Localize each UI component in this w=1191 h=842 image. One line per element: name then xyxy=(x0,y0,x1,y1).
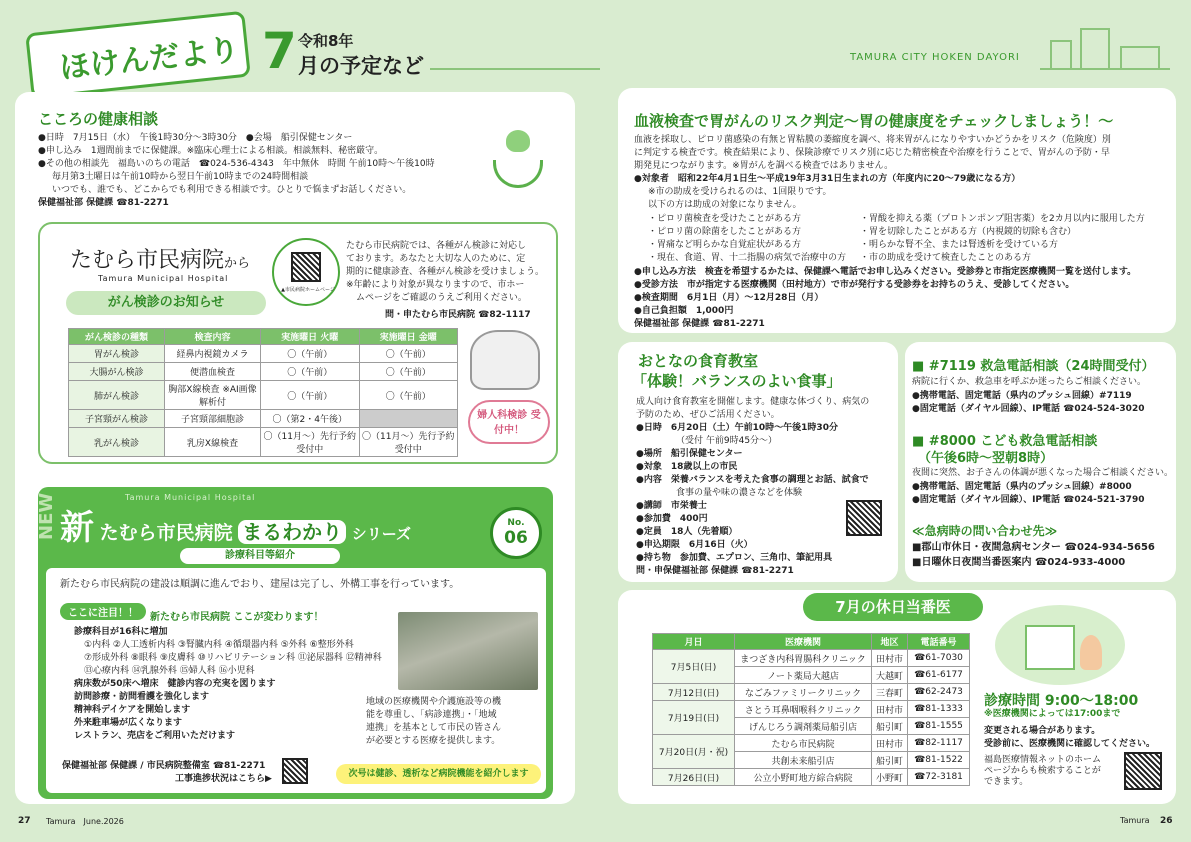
heart-hands-icon xyxy=(488,125,548,195)
caption-line: が必要とする医療を提供します。 xyxy=(366,736,501,746)
kokoro-line: ●申し込み 1週間前までに保健課。※臨床心理士による相談。相談無料、秘密厳守。 xyxy=(38,146,384,156)
left-item: ・ピロリ菌の除菌をしたことがある方 xyxy=(648,227,802,237)
cell: 〇（11月～）先行予約受付中 xyxy=(359,428,458,457)
cell: 子宮頸部細胞診 xyxy=(165,410,261,428)
col-header: 実施曜日 火曜 xyxy=(261,329,360,345)
marumaru-title xyxy=(60,500,411,549)
shoku-line: 成人向け食育教室を開催します。健康な体づくり、病気の xyxy=(636,397,870,407)
blood-line: 期発見につながります。※胃がんを調べる検査ではありません。 xyxy=(634,161,894,171)
fuku-line: できます。 xyxy=(984,777,1029,787)
cell: 〇（午前） xyxy=(261,363,360,381)
shoku-line: ●対象 18歳以上の市民 xyxy=(636,462,738,472)
brand-text: TAMURA CITY HOKEN DAYORI xyxy=(850,52,1020,63)
shoku-line: ●定員 18人（先着順） xyxy=(636,527,738,537)
desc-line: 期的に健康診査、各種がん検診を受けましょう。 xyxy=(346,267,545,277)
cell: ☎72-3181 xyxy=(908,769,970,786)
cell: 〇（午前） xyxy=(261,345,360,363)
cell: 肺がん検診 xyxy=(69,381,165,410)
page-number-right: 26 xyxy=(1160,816,1173,826)
blood-line: 以下の方は助成の対象になりません。 xyxy=(648,200,802,210)
shoku-line: 予防のため、ぜひご活用ください。 xyxy=(636,410,780,420)
date-cell: 7月26日(日) xyxy=(653,769,735,786)
caption-line: 連携」を基本として市民の皆さん xyxy=(366,723,502,733)
desc-line: ※年齢により対象が異なりますので、市ホー xyxy=(346,280,525,290)
q8000-desc: 夜間に突然、お子さんの体調が悪くなった場合ご相談ください。 xyxy=(912,468,1174,478)
cell: 〇（午前） xyxy=(359,363,458,381)
focus-item: レストラン、売店をご利用いただけます xyxy=(74,731,236,741)
badge-title: ほけんだより xyxy=(58,32,241,87)
qr-caption: ▲市民病院ホームページ xyxy=(281,287,335,293)
kokoro-line: ●日時 7月15日（水） 午後1時30分～3時30分 ●会場 船引保健センター xyxy=(38,133,353,143)
header-badge xyxy=(25,11,251,100)
blood-body xyxy=(634,134,1164,212)
col-header: 医療機関 xyxy=(735,634,872,650)
caption-line: 地域の医療機関や介護施設等の機 xyxy=(366,697,502,707)
shoku-line: ●内容 栄養バランスを考えた食事の調理とお話、試食で xyxy=(636,475,869,485)
focus-title: 新たむら市民病院 ここが変わります！ xyxy=(150,612,324,623)
clinic-hours: 診療時間 9:00～18:00 xyxy=(984,693,1139,709)
magazine-left: Tamura June.2026 xyxy=(46,817,124,826)
shoku-line: ●日時 6月20日（土）午前10時～午後1時30分 xyxy=(636,423,838,433)
cell: 子宮頸がん検診 xyxy=(69,410,165,428)
cell: 〇（第2・4午後） xyxy=(261,410,360,428)
cell: 公立小野町地方綜合病院 xyxy=(735,769,872,786)
no-label: No. xyxy=(507,518,525,528)
cell: ☎61-7030 xyxy=(908,650,970,667)
focus-item: 外来駐車場が広くなります xyxy=(74,718,183,728)
cell: 〇（午前） xyxy=(261,381,360,410)
shoku-line: （受付 午前9時45分～） xyxy=(676,436,778,446)
cell: 大越町 xyxy=(872,667,908,684)
next-issue: 次号は健診、透析など病院機能を紹介します xyxy=(336,764,541,784)
q8000-title2: （午後6時～翌朝8時） xyxy=(918,451,1054,466)
date-cell: 7月19日(日) xyxy=(653,701,735,735)
blood-line: ●対象者 昭和22年4月1日生～平成19年3月31日生まれの方（年度内に20～79歳になる方） xyxy=(634,174,1021,184)
desc-line: ムページをご確認のうえご利用ください。 xyxy=(356,293,527,303)
q7119-l1: ●携帯電話、固定電話（県内のプッシュ回線）#7119 xyxy=(912,391,1132,401)
cell: 田村市 xyxy=(872,735,908,752)
issue-badge xyxy=(490,507,542,559)
hospital-logo xyxy=(70,243,250,283)
cell: ☎81-1333 xyxy=(908,701,970,718)
focus-item: ①内科 ②人工透析内科 ③腎臓内科 ④循環器内科 ⑤外科 ⑥整形外科 xyxy=(84,640,354,650)
cell: 〇（午前） xyxy=(359,345,458,363)
right-item: ・胃酸を抑える薬（プロトンポンプ阻害薬）を2カ月以内に服用した方 xyxy=(860,214,1145,224)
q8000-title1: ■ #8000 こども救急電話相談 xyxy=(912,434,1098,449)
kokoro-line: いつでも、誰でも、どこからでも利用できる相談です。ひとりで悩まずお話しください。 xyxy=(52,185,412,195)
focus-item: 診療科目が16科に増加 xyxy=(74,627,168,637)
col-header: 電話番号 xyxy=(908,634,970,650)
cell: 便潜血検査 xyxy=(165,363,261,381)
hospital-suffix: から xyxy=(224,256,251,271)
cell: 乳がん検診 xyxy=(69,428,165,457)
cell: げんじろう調剤薬局船引店 xyxy=(735,718,872,735)
mascot-illustration xyxy=(470,330,540,390)
holiday-table xyxy=(652,633,970,786)
cell: ノート薬局大越店 xyxy=(735,667,872,684)
cell: 経鼻内視鏡カメラ xyxy=(165,345,261,363)
blood-line: に判定する検査です。検査結果により、保険診療でリスク別に応じた精密検査や治療を行うことで、胃がんの予防・早 xyxy=(634,148,1110,158)
magazine-right: Tamura xyxy=(1120,816,1150,825)
cell: たむら市民病院 xyxy=(735,735,872,752)
progress-link[interactable]: 工事進捗状況はこちら▶ xyxy=(175,774,272,784)
gynecology-bubble: 婦人科検診 受付中！ xyxy=(468,400,550,444)
blood-body2 xyxy=(634,266,1164,331)
no-num: 06 xyxy=(504,528,528,548)
q7119-desc: 病院に行くか、救急車を呼ぶか迷ったらご相談ください。 xyxy=(912,377,1147,387)
shoku-line: ●講師 市栄養士 xyxy=(636,501,707,511)
shoku-body xyxy=(636,396,891,578)
cell: 胃がん検診 xyxy=(69,345,165,363)
focus-item: 精神科デイケアを開始します xyxy=(74,705,191,715)
cell: 小野町 xyxy=(872,769,908,786)
focus-item: 病床数が50床へ増床 健診内容の充実を図ります xyxy=(74,679,276,689)
change-line: 受診前に、医療機関に確認してください。 xyxy=(984,739,1156,749)
col-header: 検査内容 xyxy=(165,329,261,345)
left-item: ・ピロリ菌検査を受けたことがある方 xyxy=(648,214,802,224)
cell: さとう耳鼻咽喉科クリニック xyxy=(735,701,872,718)
section-label: 診療科目等紹介 xyxy=(180,548,340,564)
construction-photo xyxy=(398,612,538,690)
town-illustration xyxy=(1040,25,1170,70)
hospital-contact: 問・申たむら市民病院 ☎82-1117 xyxy=(385,310,531,320)
hospital-qr-bubble xyxy=(272,238,340,306)
blood-right-list xyxy=(860,213,1170,265)
cell: 〇（11月～）先行予約受付中 xyxy=(261,428,360,457)
progress-qr[interactable] xyxy=(282,758,308,784)
q8000-l2: ●固定電話（ダイヤル回線）、IP電話 ☎024-521-3790 xyxy=(912,495,1145,505)
focus-tag: ここに注目！！ xyxy=(60,603,146,620)
month-title: 月の予定など xyxy=(298,54,424,78)
cell: 乳房X線検査 xyxy=(165,428,261,457)
cell: 船引町 xyxy=(872,752,908,769)
focus-item: 訪問診療・訪問看護を強化します xyxy=(74,692,210,702)
blood-line2: ●申し込み方法 検査を希望するかたは、保健課へ電話でお申し込みください。受診券と市指定医療機関一覧を送付します。 xyxy=(634,267,1137,277)
blood-line: ※市の助成を受けられるのは、1回限りです。 xyxy=(648,187,832,197)
right-item: ・明らかな腎不全、または腎透析を受けている方 xyxy=(860,240,1059,250)
month-number: 7 xyxy=(262,22,297,80)
cell: 共創未来船引店 xyxy=(735,752,872,769)
marumaru-intro: 新たむら市民病院の建設は順調に進んでおり、建屋は完了し、外構工事を行っています。 xyxy=(60,579,460,590)
shoku-title1: おとなの食育教室 xyxy=(638,352,759,370)
blood-title: 血液検査で胃がんのリスク判定～胃の健康度をチェックしましょう！～ xyxy=(634,112,1114,130)
focus-item: ⑬心療内科 ⑭乳腺外科 ⑮婦人科 ⑯小児科 xyxy=(84,666,255,676)
holiday-title: 7月の休日当番医 xyxy=(803,593,983,621)
cell: 田村市 xyxy=(872,701,908,718)
shin: 新 xyxy=(60,508,94,548)
shoku-line: ●参加費 400円 xyxy=(636,514,708,524)
kokoro-line: ●その他の相談先 福島いのちの電話 ☎024-536-4343 年中無休 時間 午前10時～午後10時 xyxy=(38,159,435,169)
series: シリーズ xyxy=(351,525,412,543)
right-item: ・胃を切除したことがある方（内視鏡的切除も含む） xyxy=(860,227,1077,237)
kokoro-contact: 保健福祉部 保健課 ☎81-2271 xyxy=(38,198,169,208)
blood-line2: ●受診方法 市が指定する医療機関（田村地方）で市が発行する受診券をお持ちのうえ、受診してください。 xyxy=(634,280,1075,290)
q7119-l2: ●固定電話（ダイヤル回線）、IP電話 ☎024-524-3020 xyxy=(912,404,1145,414)
page-number-left: 27 xyxy=(18,816,31,826)
focus-item: ⑦形成外科 ⑧眼科 ⑨皮膚科 ⑩リハビリテーション科 ⑪泌尿器科 ⑫精神科 xyxy=(84,653,382,663)
new-label: NEW xyxy=(36,492,57,540)
change-note xyxy=(984,725,1155,751)
fuku-line: ページからも検索することが xyxy=(984,766,1101,776)
kokoro-body xyxy=(38,132,478,210)
kokoro-line: 毎月第3土曜日は午前10時から翌日午前10時までの24時間相談 xyxy=(52,172,309,182)
cell: なごみファミリークリニック xyxy=(735,684,872,701)
cell xyxy=(359,410,458,428)
photo-caption xyxy=(366,696,541,748)
year-label: 令和8年 xyxy=(298,32,354,50)
q8000-l1: ●携帯電話、固定電話（県内のプッシュ回線）#8000 xyxy=(912,482,1132,492)
col-header: 月日 xyxy=(653,634,735,650)
cell: ☎61-6177 xyxy=(908,667,970,684)
cell: 三春町 xyxy=(872,684,908,701)
fukushima-note xyxy=(984,755,1101,788)
hospital-en: Tamura Municipal Hospital xyxy=(98,274,229,283)
shoku-contact: 問・申保健福祉部 保健課 ☎81-2271 xyxy=(636,566,794,576)
shoku-line: ●持ち物 参加費、エプロン、三角巾、筆記用具 xyxy=(636,553,833,563)
cell: 胸部X線検査 ※AI画像解析付 xyxy=(165,381,261,410)
emergency-title: ≪急病時の問い合わせ先≫ xyxy=(912,524,1058,538)
hospital-name: たむら市民病院 xyxy=(70,248,225,273)
date-cell: 7月5日(日) xyxy=(653,650,735,684)
hosp: たむら市民病院 xyxy=(99,522,233,544)
caption-line: 能を尊重し、「病診連携」・「地域 xyxy=(366,710,497,720)
blood-line2: ●検査期間 6月1日（月）～12月28日（月） xyxy=(634,293,824,303)
cell: ☎82-1117 xyxy=(908,735,970,752)
kokoro-title: こころの健康相談 xyxy=(38,110,159,128)
blood-left-list xyxy=(648,213,863,265)
marumaru-contact: 保健福祉部 保健課 / 市民病院整備室 ☎81-2271 xyxy=(62,761,266,771)
shoku-line: 食事の量や味の濃さなどを体験 xyxy=(676,488,803,498)
cancer-table xyxy=(68,328,458,457)
right-item: ・市の助成を受けて検査したことのある方 xyxy=(860,253,1032,263)
clinic-note: ※医療機関によっては17:00まで xyxy=(984,709,1121,719)
shoku-line: ●場所 船引保健センター xyxy=(636,449,743,459)
emergency-l1: ■郡山市休日・夜間急病センター ☎024-934-5656 xyxy=(912,542,1155,553)
hospital-desc xyxy=(346,240,551,305)
shoku-title2: 「体験！バランスのよい食事」 xyxy=(632,372,842,390)
col-header: 地区 xyxy=(872,634,908,650)
cell: ☎81-1555 xyxy=(908,718,970,735)
cell: 〇（午前） xyxy=(359,381,458,410)
left-item: ・現在、食道、胃、十二指腸の病気で治療中の方 xyxy=(648,253,847,263)
emergency-l2: ■日曜休日夜間当番医案内 ☎024-933-4000 xyxy=(912,557,1126,568)
blood-contact: 保健福祉部 保健課 ☎81-2271 xyxy=(634,319,765,329)
date-cell: 7月12日(日) xyxy=(653,684,735,701)
date-cell: 7月20日(月・祝) xyxy=(653,735,735,769)
cell: ☎62-2473 xyxy=(908,684,970,701)
left-item: ・胃痛など明らかな自覚症状がある方 xyxy=(648,240,802,250)
cell: 船引町 xyxy=(872,718,908,735)
change-line: 変更される場合があります。 xyxy=(984,726,1101,736)
focus-list xyxy=(74,626,394,743)
q7119-title: ■ #7119 救急電話相談（24時間受付） xyxy=(912,359,1155,374)
shoku-qr[interactable] xyxy=(846,500,882,536)
desc-line: たむら市民病院では、各種がん検診に対応し xyxy=(346,241,527,251)
qr-code[interactable] xyxy=(291,252,321,282)
fukushima-qr[interactable] xyxy=(1124,752,1162,790)
cell: 大腸がん検診 xyxy=(69,363,165,381)
cancer-subtitle: がん検診のお知らせ xyxy=(66,291,266,315)
cell: まつざき内科胃腸科クリニック xyxy=(735,650,872,667)
blood-line2: ●自己負担額 1,000円 xyxy=(634,306,734,316)
clinic-illustration xyxy=(995,605,1125,685)
cell: ☎81-1522 xyxy=(908,752,970,769)
blood-line: 血液を採取し、ピロリ菌感染の有無と胃粘膜の萎縮度を調べ、将来胃がんになりやすいかどうかをリスク（危険度）別 xyxy=(634,135,1111,145)
desc-line: ております。あなたと大切な人のために、定 xyxy=(346,254,526,264)
maru: まるわかり xyxy=(238,520,346,544)
header-line-left xyxy=(430,68,600,70)
col-header: がん検診の種類 xyxy=(69,329,165,345)
marumaru-en: Tamura Municipal Hospital xyxy=(125,493,256,502)
fuku-line: 福島医療情報ネットのホーム xyxy=(984,755,1102,765)
cell: 田村市 xyxy=(872,650,908,667)
col-header: 実施曜日 金曜 xyxy=(359,329,458,345)
shoku-line: ●申込期限 6月16日（火） xyxy=(636,540,753,550)
